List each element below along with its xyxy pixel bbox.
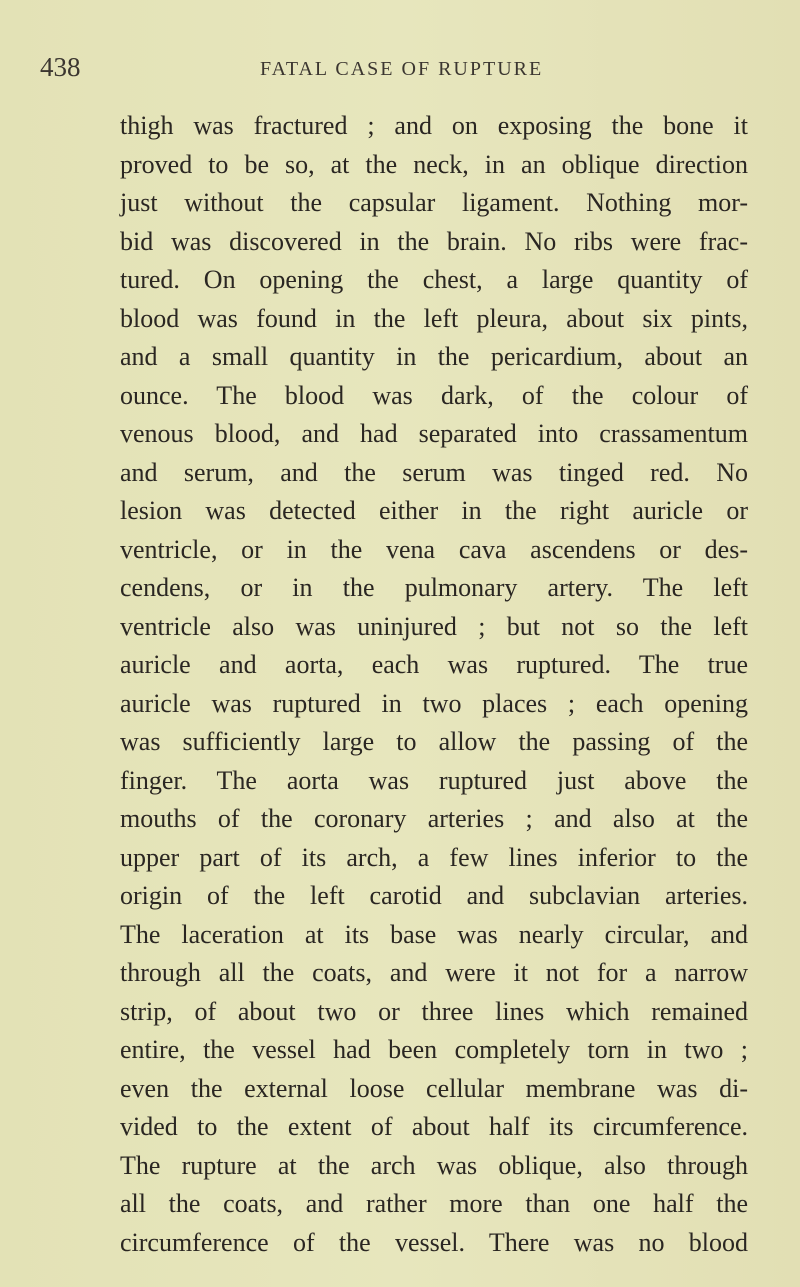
text-line: tured. On opening the chest, a large quantity of xyxy=(120,265,748,294)
text-line: through all the coats, and were it not for a narrow xyxy=(120,958,748,987)
text-line: ounce. The blood was dark, of the colour of xyxy=(120,380,748,410)
text-line: bid was discovered in the brain. No ribs were frac- xyxy=(120,226,748,256)
body-text xyxy=(120,107,748,1262)
text-line: even the external loose cellular membrane was di- xyxy=(120,1073,748,1103)
text-line: proved to be so, at the neck, in an oblique direction xyxy=(120,149,748,179)
text-line: strip, of about two or three lines which remained xyxy=(120,996,748,1026)
text-line: just without the capsular ligament. Nothing mor- xyxy=(120,188,748,217)
text-line: ventricle, or in the vena cava ascendens or des- xyxy=(120,534,748,564)
text-line: lesion was detected either in the right auricle or xyxy=(120,496,748,525)
text-line: vided to the extent of about half its circumference. xyxy=(120,1112,748,1141)
running-head xyxy=(40,52,740,92)
text-line: was sufficiently large to allow the passing of the xyxy=(120,727,748,756)
page-number: 438 xyxy=(40,52,81,82)
text-line: blood was found in the left pleura, about six pints, xyxy=(120,303,748,333)
text-line: finger. The aorta was ruptured just above the xyxy=(120,765,748,795)
text-line: circumference of the vessel. There was no blood xyxy=(120,1227,748,1257)
text-line: and serum, and the serum was tinged red. No xyxy=(120,457,748,487)
running-title: FATAL CASE OF RUPTURE xyxy=(260,58,544,80)
text-line: auricle and aorta, each was ruptured. The true xyxy=(120,650,748,679)
text-line: venous blood, and had separated into crassamentum xyxy=(120,419,748,448)
text-line: mouths of the coronary arteries ; and also at the xyxy=(120,804,748,833)
text-line: The laceration at its base was nearly circular, and xyxy=(120,919,748,949)
text-line: auricle was ruptured in two places ; each opening xyxy=(120,688,748,718)
text-line: all the coats, and rather more than one half the xyxy=(120,1189,748,1218)
text-line: cendens, or in the pulmonary artery. The left xyxy=(120,573,748,602)
text-line: The rupture at the arch was oblique, also through xyxy=(120,1150,748,1180)
text-line: upper part of its arch, a few lines inferior to the xyxy=(120,842,748,872)
text-line: and a small quantity in the pericardium, about an xyxy=(120,342,748,371)
text-line: ventricle also was uninjured ; but not so the left xyxy=(120,611,748,641)
text-line: thigh was fractured ; and on exposing the bone it xyxy=(120,111,748,140)
text-line: entire, the vessel had been completely torn in two ; xyxy=(120,1035,748,1064)
text-line: origin of the left carotid and subclavian arteries. xyxy=(120,881,748,910)
